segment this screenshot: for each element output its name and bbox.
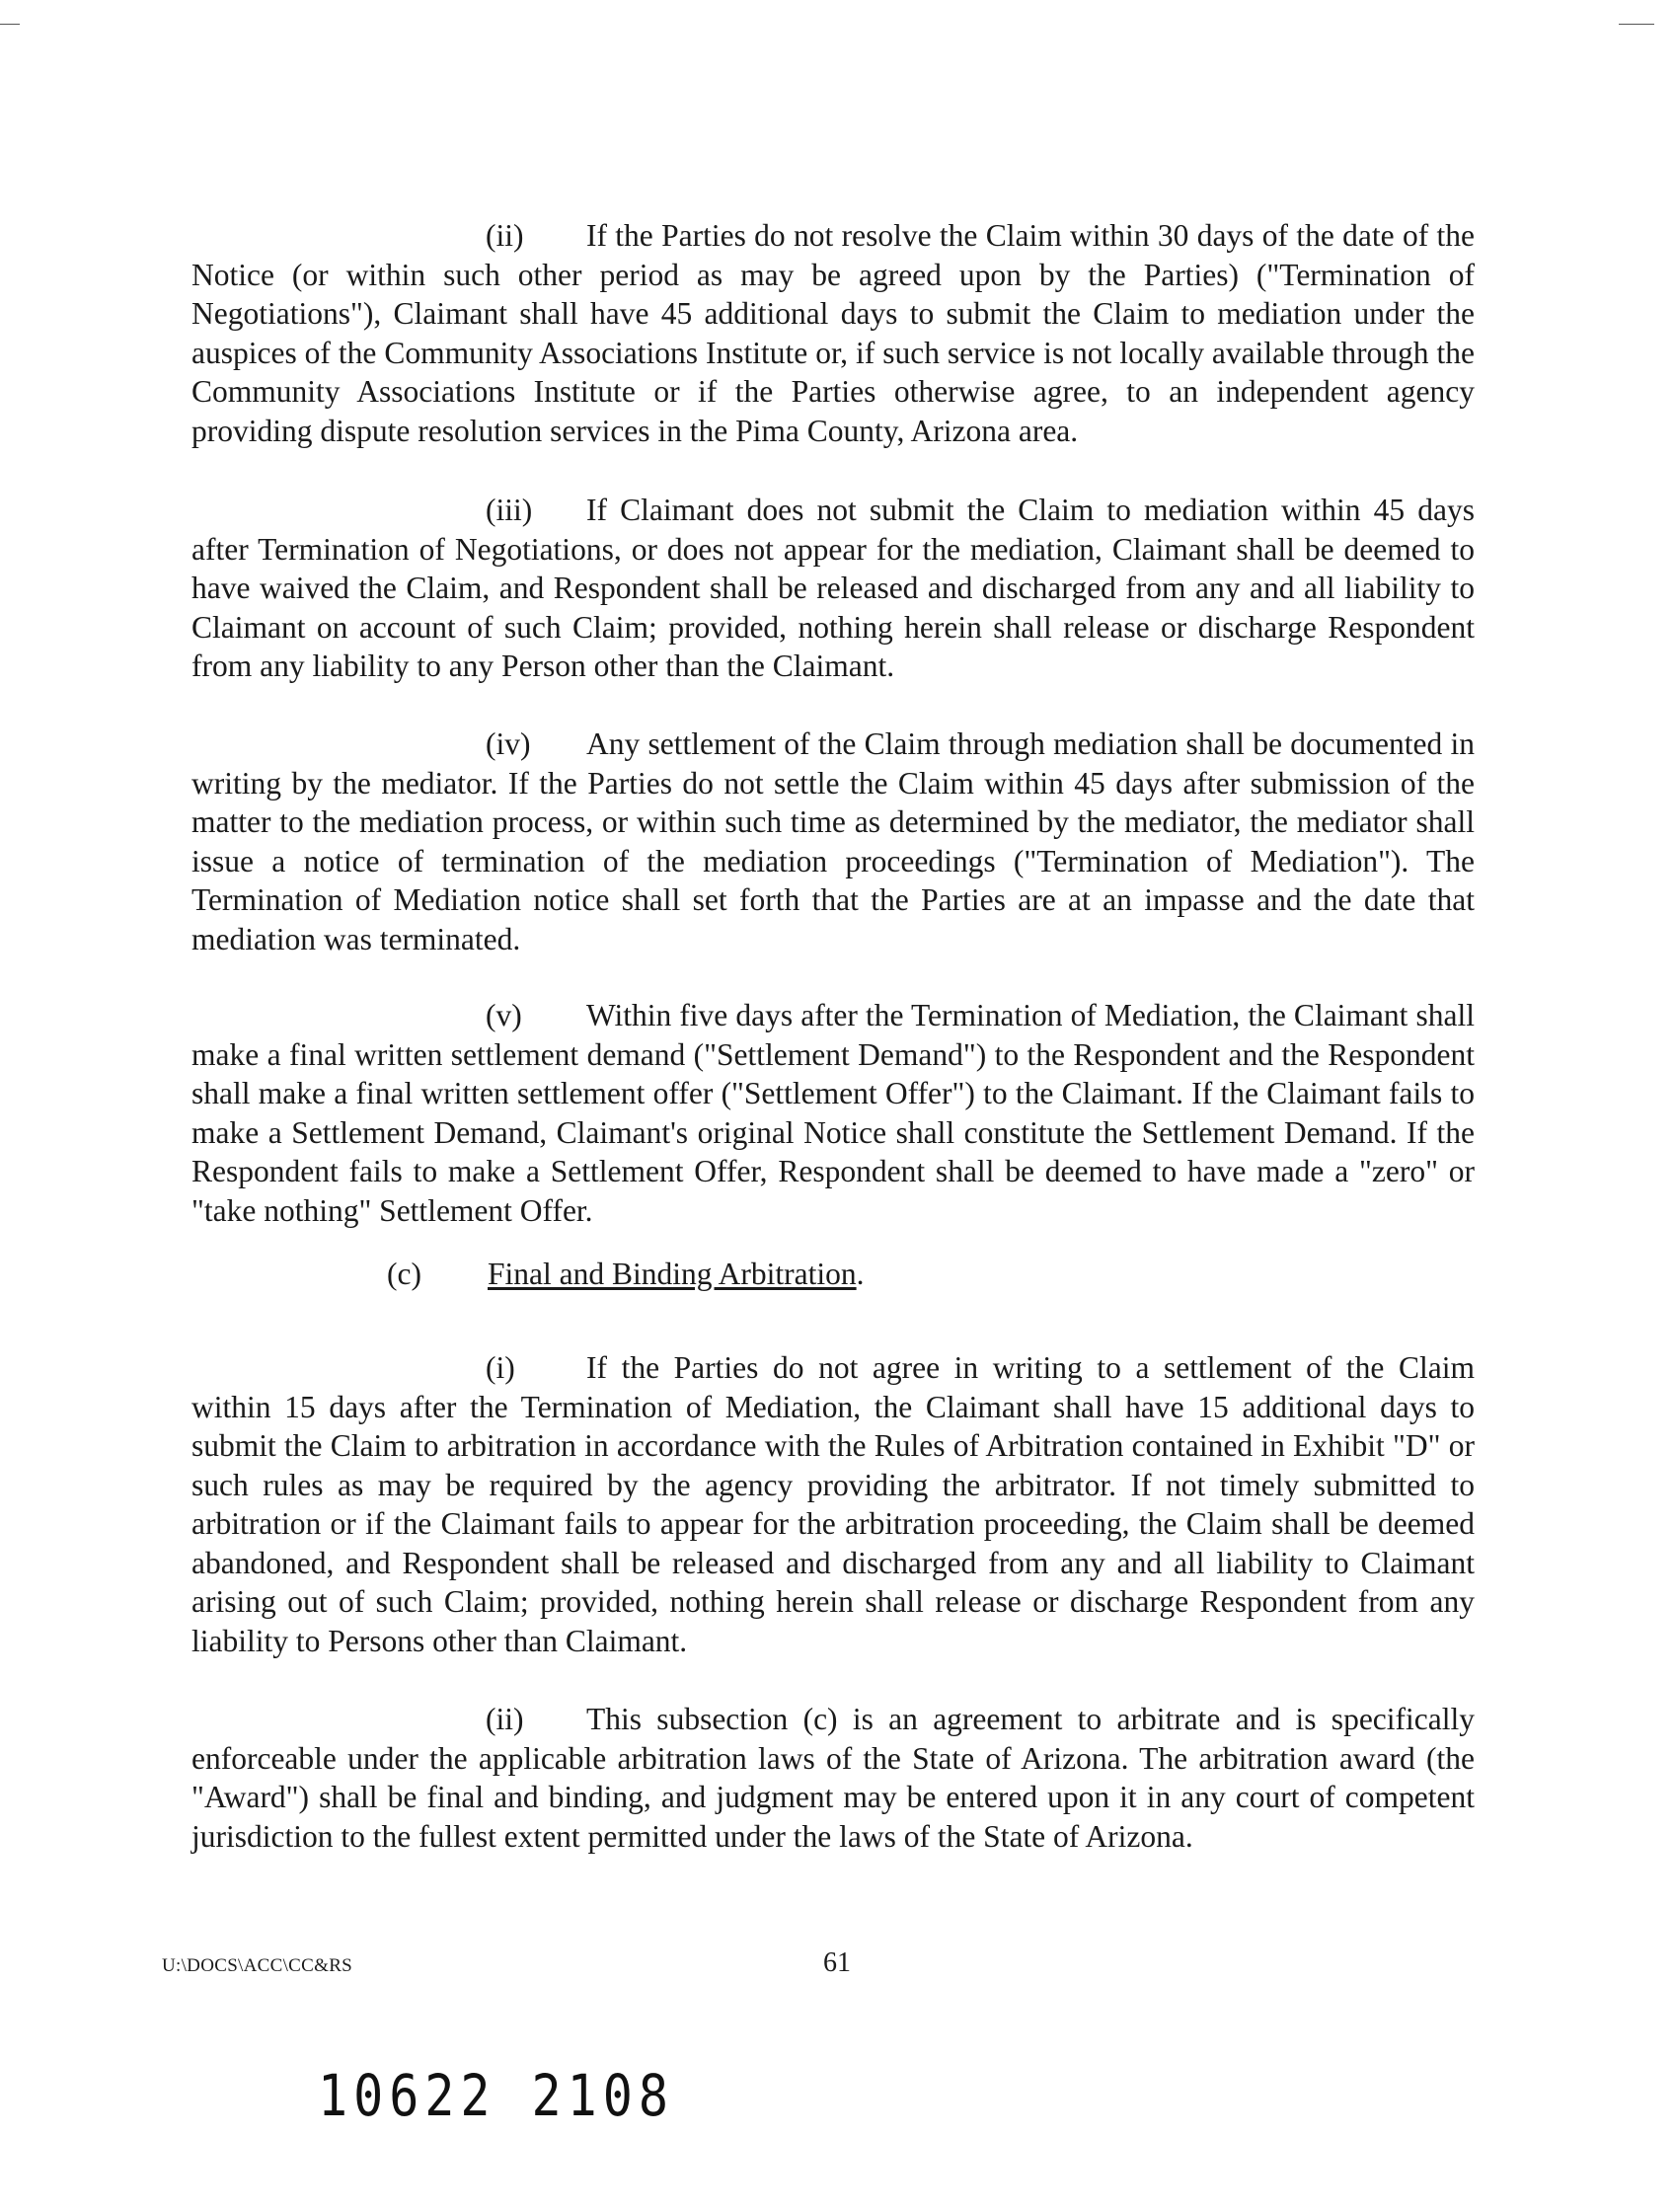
scan-edge-mark: [1619, 24, 1654, 25]
paragraph-iv: [191, 725, 1475, 958]
scan-edge-mark: [0, 24, 20, 25]
paragraph-number: (iii): [486, 493, 533, 527]
paragraph-c-i: [191, 1348, 1475, 1660]
section-number: (c): [387, 1257, 421, 1291]
paragraph-text: If the Parties do not resolve the Claim within 30 days of the date of the Notice (or within such other period as may be agreed upon by the Parties) ("Termination of Negotiations"), Claimant shall have 45 additional days to submit the Claim to mediation under the auspices of the Community Associations Institute or, if such service is not locally available through the Community Associations Institute or if the Parties otherwise agree, to an independent agency providing dispute resolution services in the Pima County, Arizona area.: [191, 218, 1475, 448]
paragraph-text: If the Parties do not agree in writing to a settlement of the Claim within 15 days after the Termination of Mediation, the Claimant shall have 15 additional days to submit the Claim to arbitration in accordance with the Rules of Arbitration contained in Exhibit "D" or such rules as may be required by the agency providing the arbitrator. If not timely submitted to arbitration or if the Claimant fails to appear for the arbitration proceeding, the Claim shall be deemed abandoned, and Respondent shall be released and discharged from any and all liability to Claimant arising out of such Claim; provided, nothing herein shall release or discharge Respondent from any liability to Persons other than Claimant.: [191, 1350, 1475, 1658]
paragraph-text: Within five days after the Termination of Mediation, the Claimant shall make a final written settlement demand ("Settlement Demand") to the Respondent and the Respondent shall make a final written settlement offer ("Settlement Offer") to the Claimant. If the Claimant fails to make a Settlement Demand, Claimant's original Notice shall constitute the Settlement Demand. If the Respondent fails to make a Settlement Offer, Respondent shall be deemed to have made a "zero" or "take nothing" Settlement Offer.: [191, 998, 1475, 1228]
footer-file-path: U:\DOCS\ACC\CC&RS: [162, 1955, 353, 1976]
stamp-page: 2108: [531, 2063, 674, 2129]
stamp-docket: 10622: [318, 2063, 496, 2129]
paragraph-text: This subsection (c) is an agreement to arbitrate and is specifically enforceable under the applicable arbitration laws of the State of Arizona. The arbitration award (the "Award") shall be final and binding, and judgment may be entered upon it in any court of competent jurisdiction to the fullest extent permitted under the laws of the State of Arizona.: [191, 1702, 1475, 1854]
paragraph-number: (v): [486, 998, 522, 1032]
paragraph-text: Any settlement of the Claim through mediation shall be documented in writing by the mediator. If the Parties do not settle the Claim within 45 days after submission of the matter to the mediation process, or within such time as determined by the mediator, the mediator shall issue a notice of termination of the mediation proceedings ("Termination of Mediation"). The Termination of Mediation notice shall set forth that the Parties are at an impasse and the date that mediation was terminated.: [191, 726, 1475, 956]
section-title-punct: .: [856, 1257, 865, 1291]
recording-stamp: [318, 2063, 674, 2129]
paragraph-iii: [191, 491, 1475, 686]
footer-page-number: 61: [823, 1947, 851, 1978]
paragraph-number: (iv): [486, 726, 531, 761]
section-title: Final and Binding Arbitration: [488, 1257, 857, 1291]
section-c-heading: [387, 1255, 864, 1294]
paragraph-number: (ii): [486, 218, 524, 253]
paragraph-text: If Claimant does not submit the Claim to mediation within 45 days after Termination of Negotiations, or does not appear for the mediation, Claimant shall be deemed to have waived the Claim, and Respondent shall be released and discharged from any and all liability to Claimant on account of such Claim; provided, nothing herein shall release or discharge Respondent from any liability to any Person other than the Claimant.: [191, 493, 1475, 683]
paragraph-number: (i): [486, 1350, 515, 1385]
paragraph-v: [191, 996, 1475, 1230]
paragraph-ii: [191, 216, 1475, 450]
paragraph-c-ii: [191, 1700, 1475, 1856]
paragraph-number: (ii): [486, 1702, 524, 1736]
